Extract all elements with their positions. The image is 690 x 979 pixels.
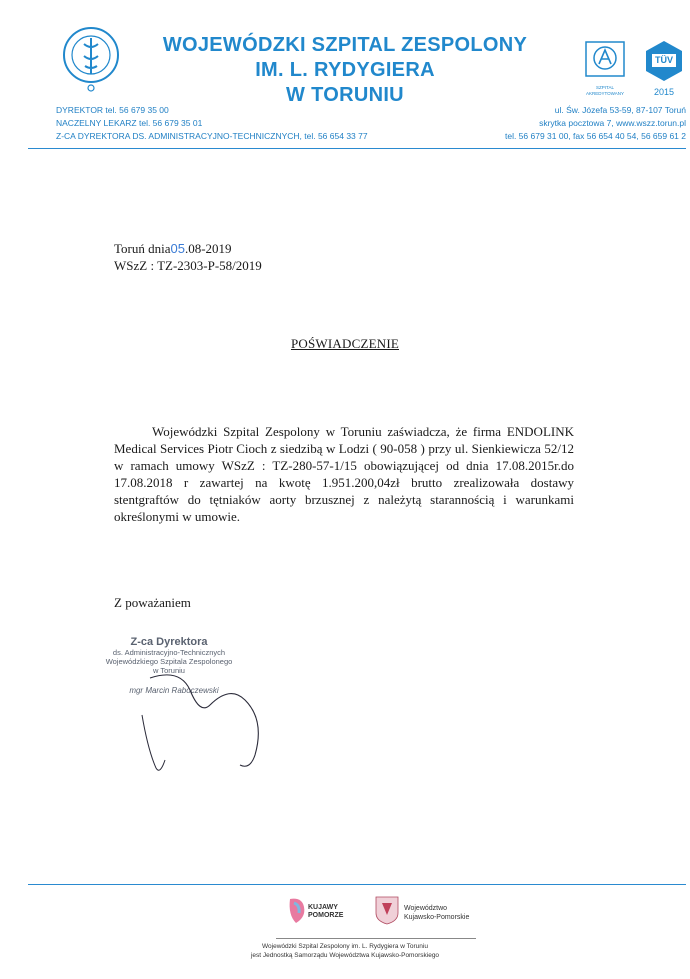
voivodeship-line1: Województwo bbox=[404, 905, 448, 912]
stamp-line3: Wojewódzkiego Szpitala Zespolonego bbox=[105, 657, 233, 666]
tuv-badge bbox=[642, 40, 686, 96]
footer-note-line2: jest Jednostką Samorządu Województwa Kujawsko-Pomorskiego bbox=[250, 952, 440, 959]
tuv-year: 2015 bbox=[653, 87, 675, 97]
hospital-logo bbox=[62, 26, 120, 94]
phone-fax: tel. 56 679 31 00, fax 56 654 40 54, 56 659 61 2 bbox=[504, 131, 686, 141]
stamp-line1: Z-ca Dyrektora bbox=[130, 636, 208, 648]
header-title-line2: IM. L. RYDYGIERA bbox=[255, 59, 435, 81]
reference-number: WSzZ : TZ-2303-P-58/2019 bbox=[114, 258, 262, 273]
footer-note bbox=[0, 942, 690, 960]
handwritten-signature bbox=[120, 660, 280, 780]
stamp-line4: w Toruniu bbox=[153, 666, 185, 675]
voivodeship-logo bbox=[374, 895, 484, 929]
chief-doctor-phone: NACZELNY LEKARZ tel. 56 679 35 01 bbox=[56, 118, 203, 128]
voivodeship-text bbox=[404, 904, 469, 922]
header-title bbox=[130, 33, 560, 108]
header-title-line3: W TORUNIU bbox=[286, 84, 404, 106]
header-divider bbox=[28, 148, 686, 149]
place-date bbox=[114, 240, 232, 257]
director-phone: DYREKTOR tel. 56 679 35 00 bbox=[56, 105, 169, 115]
place-date-day: 05 bbox=[170, 241, 185, 256]
header-title-line1: WOJEWÓDZKI SZPITAL ZESPOLONY bbox=[162, 34, 528, 56]
accreditation-label: SZPITAL AKREDYTOWANY bbox=[585, 85, 624, 96]
document-heading-text: POŚWIADCZENIE bbox=[290, 336, 400, 351]
left-contacts bbox=[56, 104, 368, 143]
stamp-name: mgr Marcin Raboczewski bbox=[129, 686, 219, 695]
place-date-prefix: Toruń dnia bbox=[114, 241, 171, 256]
document-heading bbox=[0, 335, 690, 353]
address: ul. Św. Józefa 53-59, 87-107 Toruń bbox=[554, 105, 686, 115]
place-date-rest: .08-2019 bbox=[184, 241, 232, 256]
footer-note-divider bbox=[276, 938, 476, 939]
postbox-website: skrytka pocztowa 7, www.wszz.torun.pl bbox=[539, 118, 686, 128]
letter-body: Wojewódzki Szpital Zespolony w Toruniu zaświadcza, że firma ENDOLINK Medical Services Piotr Cioch z siedzibą w Lodzi ( 90-058 ) przy ul. Sienkiewicza 52/12 w ramach umowy WSzZ : TZ-280-57-1/15 obowiązującej od dnia 17.08.2015r.do 17.08.2018 r zawartej na kwotę 1.951.200,04zł brutto zrealizowała dostawy stentgraftów do tętniaków aorty brzusznej z należytą starannością i warunkami określonymi w umowie. bbox=[114, 424, 574, 524]
footer-note-line1: Wojewódzki Szpital Zespolony im. L. Rydygiera w Toruniu bbox=[262, 943, 428, 950]
stamp-line2: ds. Administracyjno-Technicznych bbox=[112, 648, 226, 657]
tuv-label: TÜV bbox=[655, 55, 673, 65]
accreditation-badge bbox=[580, 40, 630, 95]
footer-divider bbox=[28, 884, 686, 885]
kujawy-pomorze-text: KUJAWY POMORZE bbox=[308, 904, 344, 919]
right-contacts bbox=[440, 104, 686, 143]
voivodeship-line2: Kujawsko-Pomorskie bbox=[404, 914, 470, 921]
deputy-director-phone: Z-CA DYREKTORA DS. ADMINISTRACYJNO-TECHNICZNYCH, tel. 56 654 33 77 bbox=[56, 131, 368, 141]
closing-salutation: Z poważaniem bbox=[114, 595, 191, 610]
kujawy-pomorze-logo bbox=[286, 895, 348, 929]
